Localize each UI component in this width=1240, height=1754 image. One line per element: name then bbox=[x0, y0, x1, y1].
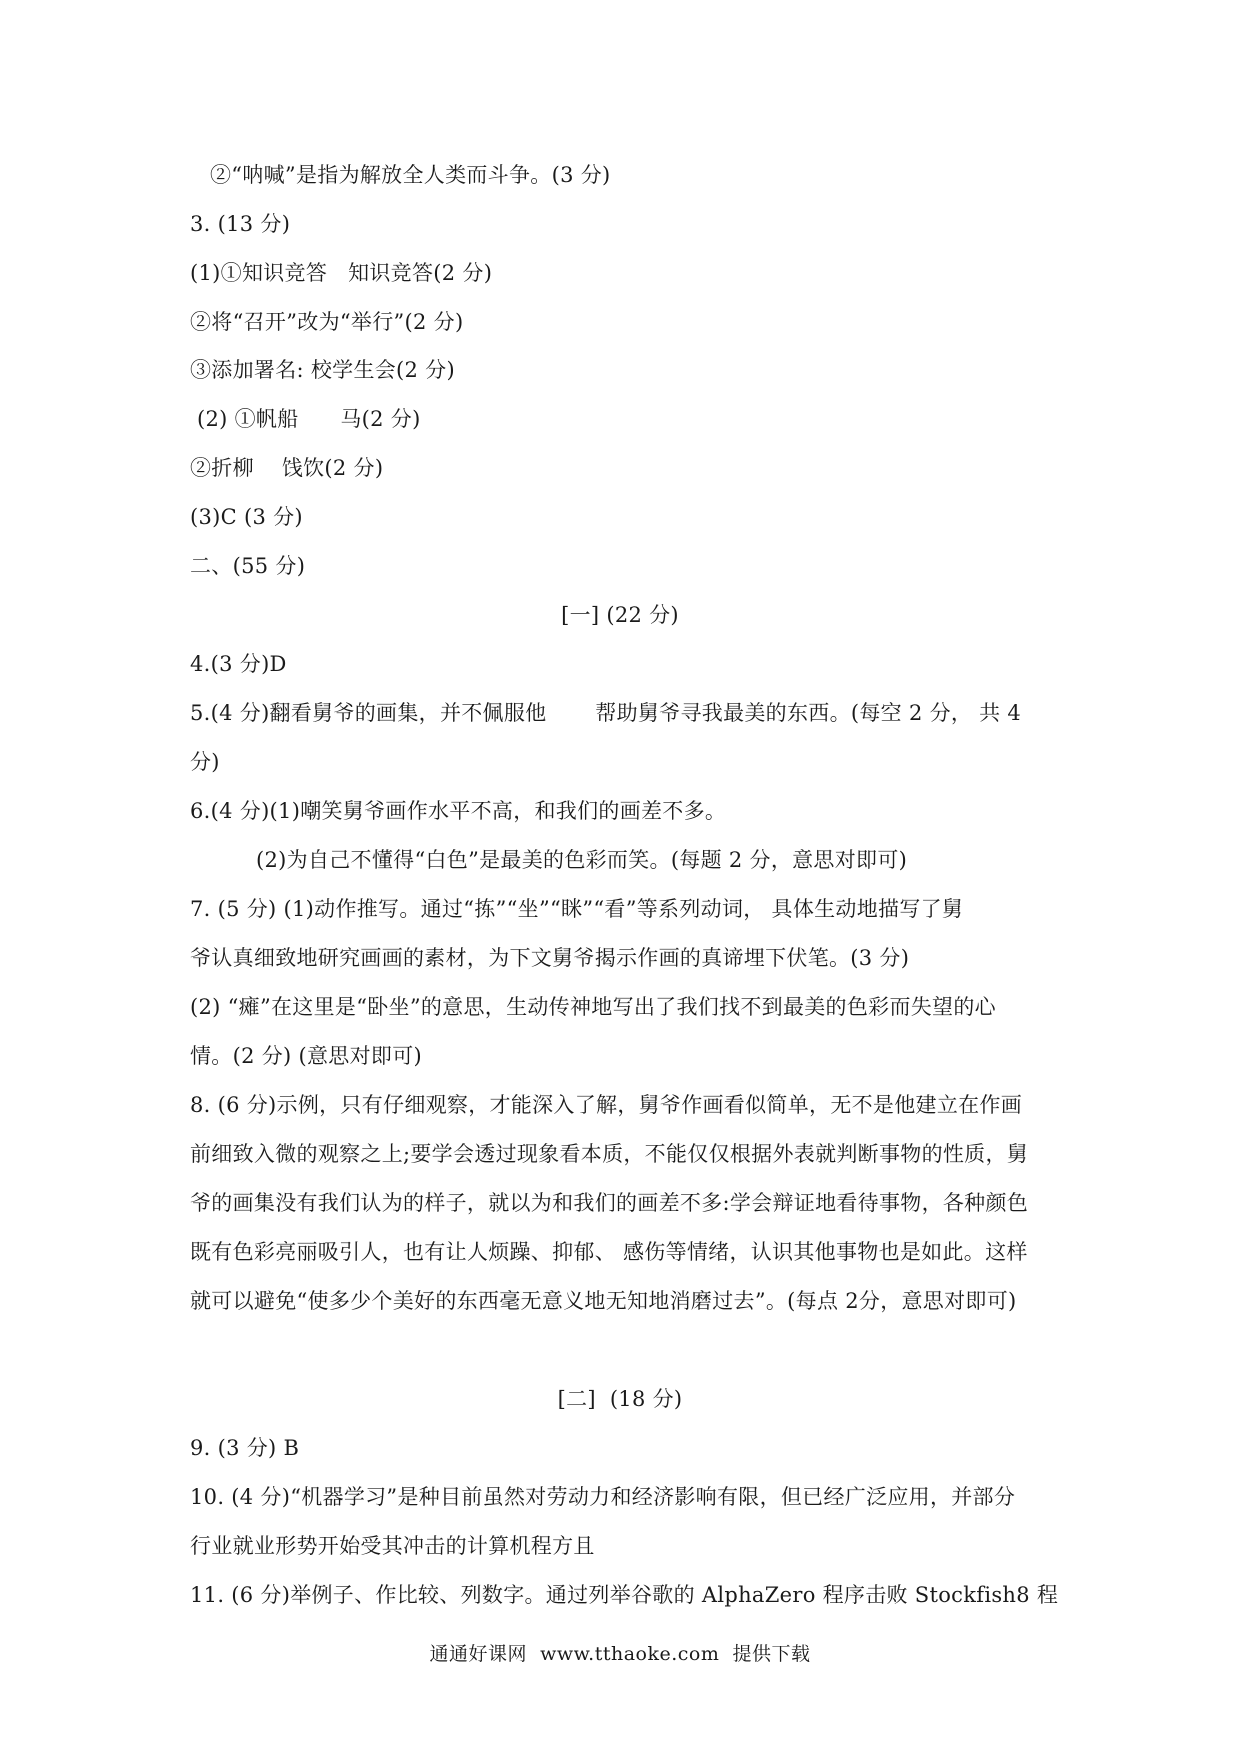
text-line: (2) “瘫”在这里是“卧坐”的意思，生动传神地写出了我们找不到最美的色彩而失望的心 bbox=[190, 995, 996, 1019]
section-subheading: [一] (22 分) bbox=[561, 603, 679, 627]
text-line: 6.(4 分)(1)嘲笑舅爷画作水平不高，和我们的画差不多。 bbox=[190, 799, 727, 823]
text-line: 3. (13 分) bbox=[190, 212, 291, 236]
page-footer: 通通好课网 www.tthaoke.com 提供下载 bbox=[429, 1643, 811, 1665]
text-line: ②将“召开”改为“举行”(2 分) bbox=[190, 310, 464, 334]
text-line: 情。(2 分) (意思对即可) bbox=[190, 1044, 422, 1068]
text-line: 前细致入微的观察之上;要学会透过现象看本质，不能仅仅根据外表就判断事物的性质，舅 bbox=[190, 1142, 1029, 1166]
section-subheading: [二] (18 分) bbox=[557, 1387, 683, 1411]
text-line: 11. (6 分)举例子、作比较、列数字。通过列举谷歌的 AlphaZero 程序击败 Stockfish8 程 bbox=[190, 1583, 1059, 1607]
text-line: 既有色彩亮丽吸引人，也有让人烦躁、抑郁、 感伤等情绪，认识其他事物也是如此。这样 bbox=[190, 1240, 1028, 1264]
text-line: 9. (3 分) B bbox=[190, 1436, 300, 1460]
text-line: (2) ①帆船 马(2 分) bbox=[190, 407, 421, 431]
text-line: 5.(4 分)翻看舅爷的画集，并不佩服他 帮助舅爷寻我最美的东西。(每空 2 分， 共 4 bbox=[190, 701, 1022, 725]
text-line: (3)C (3 分) bbox=[190, 505, 303, 529]
text-line: 行业就业形势开始受其冲击的计算机程方且 bbox=[190, 1534, 595, 1558]
text-line: ②折柳 饯饮(2 分) bbox=[190, 456, 384, 480]
text-line: 7. (5 分) (1)动作推写。通过“拣”“坐”“眯”“看”等系列动词， 具体生动地描写了舅 bbox=[190, 897, 964, 921]
text-line: (2)为自己不懂得“白色”是最美的色彩而笑。(每题 2 分，意思对即可) bbox=[256, 848, 908, 872]
text-line: 10. (4 分)“机器学习”是种目前虽然对劳动力和经济影响有限，但已经广泛应用，并部分 bbox=[190, 1485, 1016, 1509]
text-line: 爷认真细致地研究画画的素材，为下文舅爷揭示作画的真谛埋下伏笔。(3 分) bbox=[190, 946, 910, 970]
text-line: 爷的画集没有我们认为的样子，就以为和我们的画差不多:学会辩证地看待事物，各种颜色 bbox=[190, 1191, 1029, 1215]
text-line: (1)①知识竞答 知识竞答(2 分) bbox=[190, 261, 493, 285]
text-line: 就可以避免“使多少个美好的东西毫无意义地无知地消磨过去”。(每点 2分，意思对即可) bbox=[190, 1289, 1017, 1313]
text-line: 8. (6 分)示例，只有仔细观察，才能深入了解，舅爷作画看似简单，无不是他建立在作画 bbox=[190, 1093, 1023, 1117]
text-line: ③添加署名: 校学生会(2 分) bbox=[190, 358, 455, 382]
text-line: 分) bbox=[190, 750, 220, 774]
text-line: ②“呐喊”是指为解放全人类而斗争。(3 分) bbox=[210, 163, 611, 187]
section-heading: 二、(55 分) bbox=[190, 554, 306, 578]
text-line: 4.(3 分)D bbox=[190, 652, 287, 676]
